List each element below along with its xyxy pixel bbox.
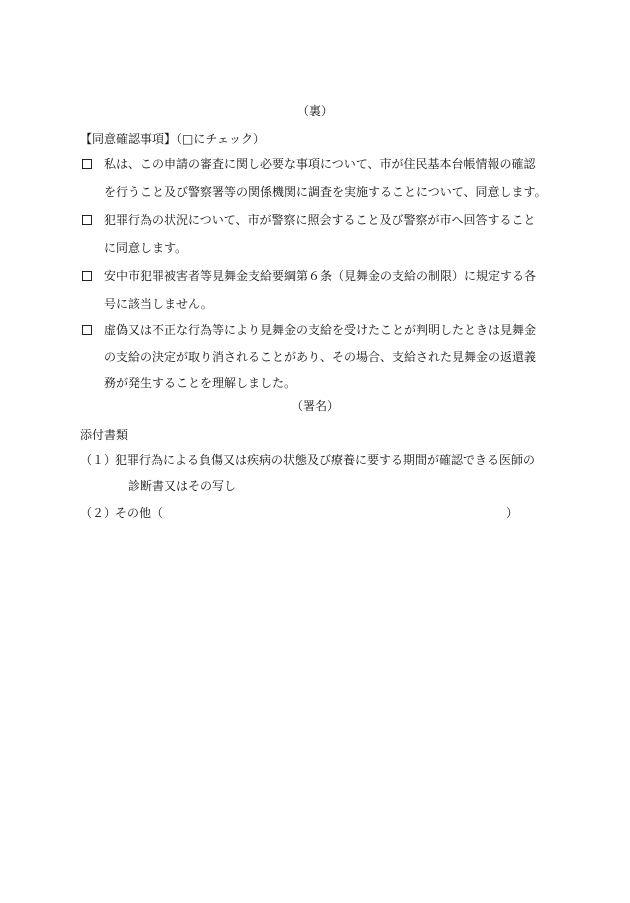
consent-checkbox-2[interactable]	[82, 215, 92, 225]
consent-item-4-line-1: 虚偽又は不正な行為等により見舞金の支給を受けたことが判明したときは見舞金	[104, 323, 537, 337]
consent-item-1-line-1: 私は、この申請の審査に関し必要な事項について、市が住民基本台帳情報の確認	[104, 157, 536, 171]
consent-heading: 【同意確認事項】（□にチェック）	[80, 132, 265, 146]
signature-label: （署名）	[290, 399, 339, 413]
attachment-1-line-2: 診断書又はその写し	[128, 479, 237, 493]
consent-checkbox-4[interactable]	[82, 325, 92, 335]
attachments-heading: 添付書類	[80, 428, 129, 442]
consent-checkbox-1[interactable]	[82, 159, 92, 169]
consent-item-2-line-1: 犯罪行為の状況について、市が警察に照会すること及び警察が市へ回答すること	[104, 213, 536, 227]
reverse-side-label: （裏）	[296, 104, 333, 118]
attachment-1-number: （１）	[80, 453, 117, 467]
consent-item-1-line-2: を行うこと及び警察署等の関係機関に調査を実施することについて、同意します。	[104, 185, 547, 199]
attachment-2-label: その他（	[115, 506, 164, 520]
attachment-2-number: （２）	[80, 506, 117, 520]
attachment-2-close-paren: ）	[506, 506, 519, 520]
consent-item-4-line-3: 務が発生することを理解しました。	[104, 376, 297, 390]
consent-item-4-line-2: の支給の決定が取り消されることがあり、その場合、支給された見舞金の返還義	[104, 350, 537, 364]
consent-checkbox-3[interactable]	[82, 271, 92, 281]
consent-item-2-line-2: に同意します。	[104, 241, 188, 255]
consent-item-3-line-1: 安中市犯罪被害者等見舞金支給要綱第６条（見舞金の支給の制限）に規定する各	[104, 269, 537, 283]
consent-item-3-line-2: 号に該当しません。	[104, 297, 213, 311]
attachment-1-line-1: 犯罪行為による負傷又は疾病の状態及び療養に要する期間が確認できる医師の	[115, 453, 536, 467]
